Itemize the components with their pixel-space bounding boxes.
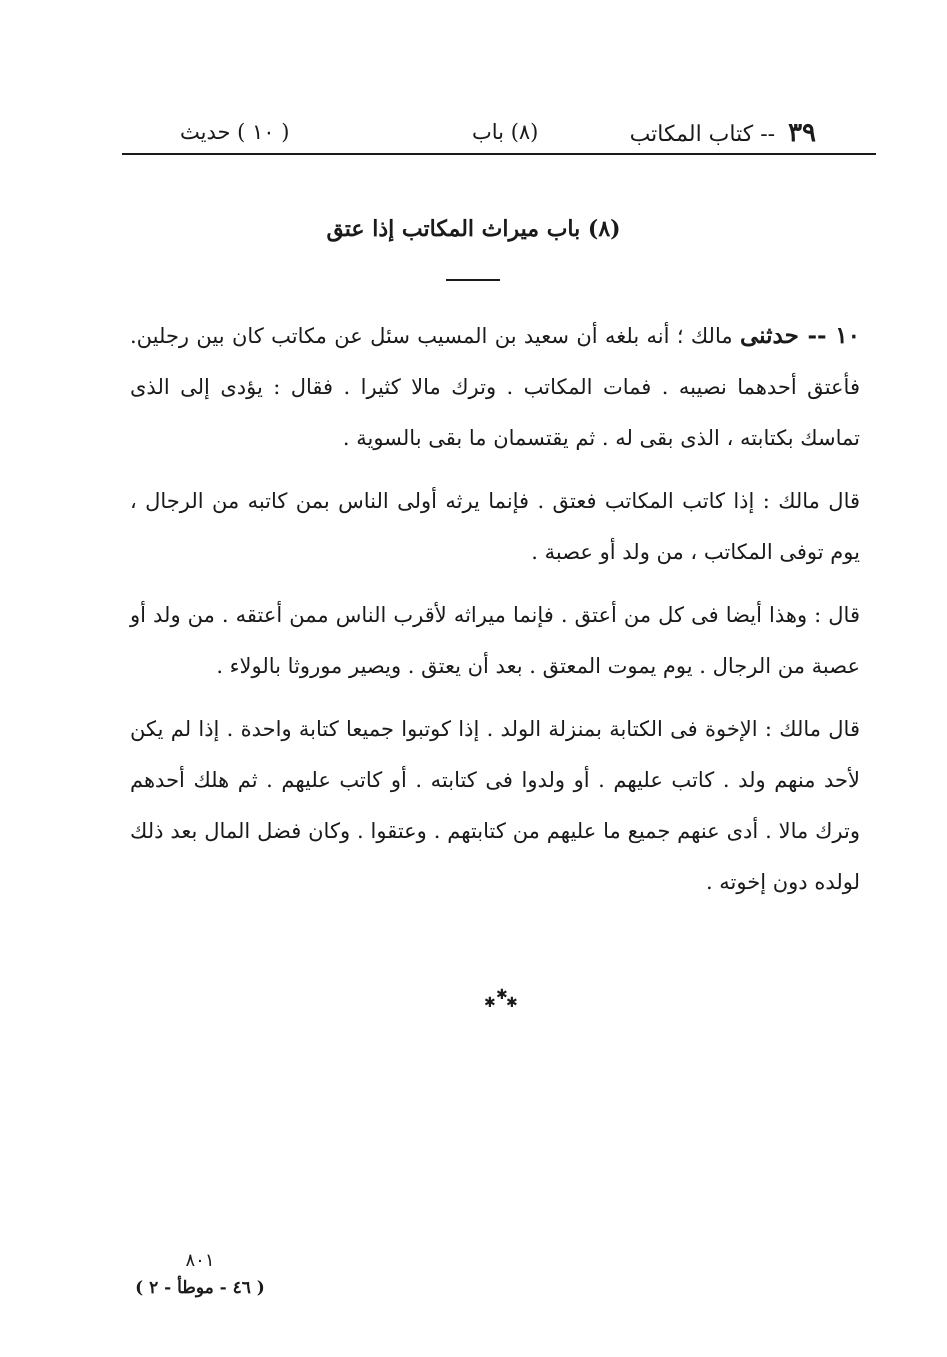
paragraph bbox=[130, 704, 860, 908]
hadith-lead: ١٠ -- حدثنى bbox=[739, 322, 860, 349]
paragraph bbox=[130, 310, 860, 464]
running-header bbox=[122, 112, 876, 152]
star-icon: ✱ bbox=[496, 987, 508, 1003]
header-book-title bbox=[630, 118, 816, 148]
star-icon: ✱ bbox=[484, 995, 496, 1011]
title-divider bbox=[446, 279, 500, 281]
paragraph-text: قال مالك : الإخوة فى الكتابة بمنزلة الولد . إذا كوتبوا جميعا كتابة واحدة . إذا لم يكن لأحد منهم ولد . كاتب عليهم . أو ولدوا فى كتابته . أو كاتب عليهم . ثم هلك أحدهم وترك مالا . أدى عنهم جميع ما عليهم من كتابتهم . وعتقوا . وكان فضل المال بعد ذلك لولده دون إخوته . bbox=[130, 717, 860, 894]
star-icon: ✱ bbox=[506, 995, 518, 1011]
chapter-title: (٨) باب ميراث المكاتب إذا عتق bbox=[326, 216, 621, 242]
header-book-name: -- كتاب المكاتب bbox=[629, 122, 776, 147]
main-text bbox=[130, 310, 860, 920]
paragraph-text: مالك ؛ أنه بلغه أن سعيد بن المسيب سئل عن مكاتب كان بين رجلين. فأعتق أحدهما نصيبه . فمات المكاتب . وترك مالا كثيرا . فقال : يؤدى إلى الذى تماسك بكتابته ، الذى بقى له . ثم يقتسمان ما بقى بالسوية . bbox=[130, 324, 860, 450]
header-rule bbox=[122, 153, 876, 155]
printer-signature: ( ٤٦ - موطأ - ٢ ) bbox=[135, 1278, 265, 1298]
paragraph-text: قال مالك : إذا كاتب المكاتب فعتق . فإنما يرثه أولى الناس بمن كاتبه من الرجال ، يوم توفى المكاتب ، من ولد أو عصبة . bbox=[130, 489, 860, 564]
page-number: ٨٠١ bbox=[185, 1250, 215, 1271]
ornament-stars bbox=[480, 984, 540, 1014]
header-page-number: ٣٩ bbox=[788, 118, 816, 148]
paragraph bbox=[130, 476, 860, 578]
paragraph bbox=[130, 590, 860, 692]
header-hadith: ( ١٠ ) حديث bbox=[180, 120, 290, 144]
paragraph-text: قال : وهذا أيضا فى كل من أعتق . فإنما ميراثه لأقرب الناس ممن أعتقه . من ولد أو عصبة من الرجال . يوم يموت المعتق . بعد أن يعتق . ويصير موروثا بالولاء . bbox=[130, 603, 860, 678]
header-chapter: (٨) باب bbox=[472, 120, 539, 144]
